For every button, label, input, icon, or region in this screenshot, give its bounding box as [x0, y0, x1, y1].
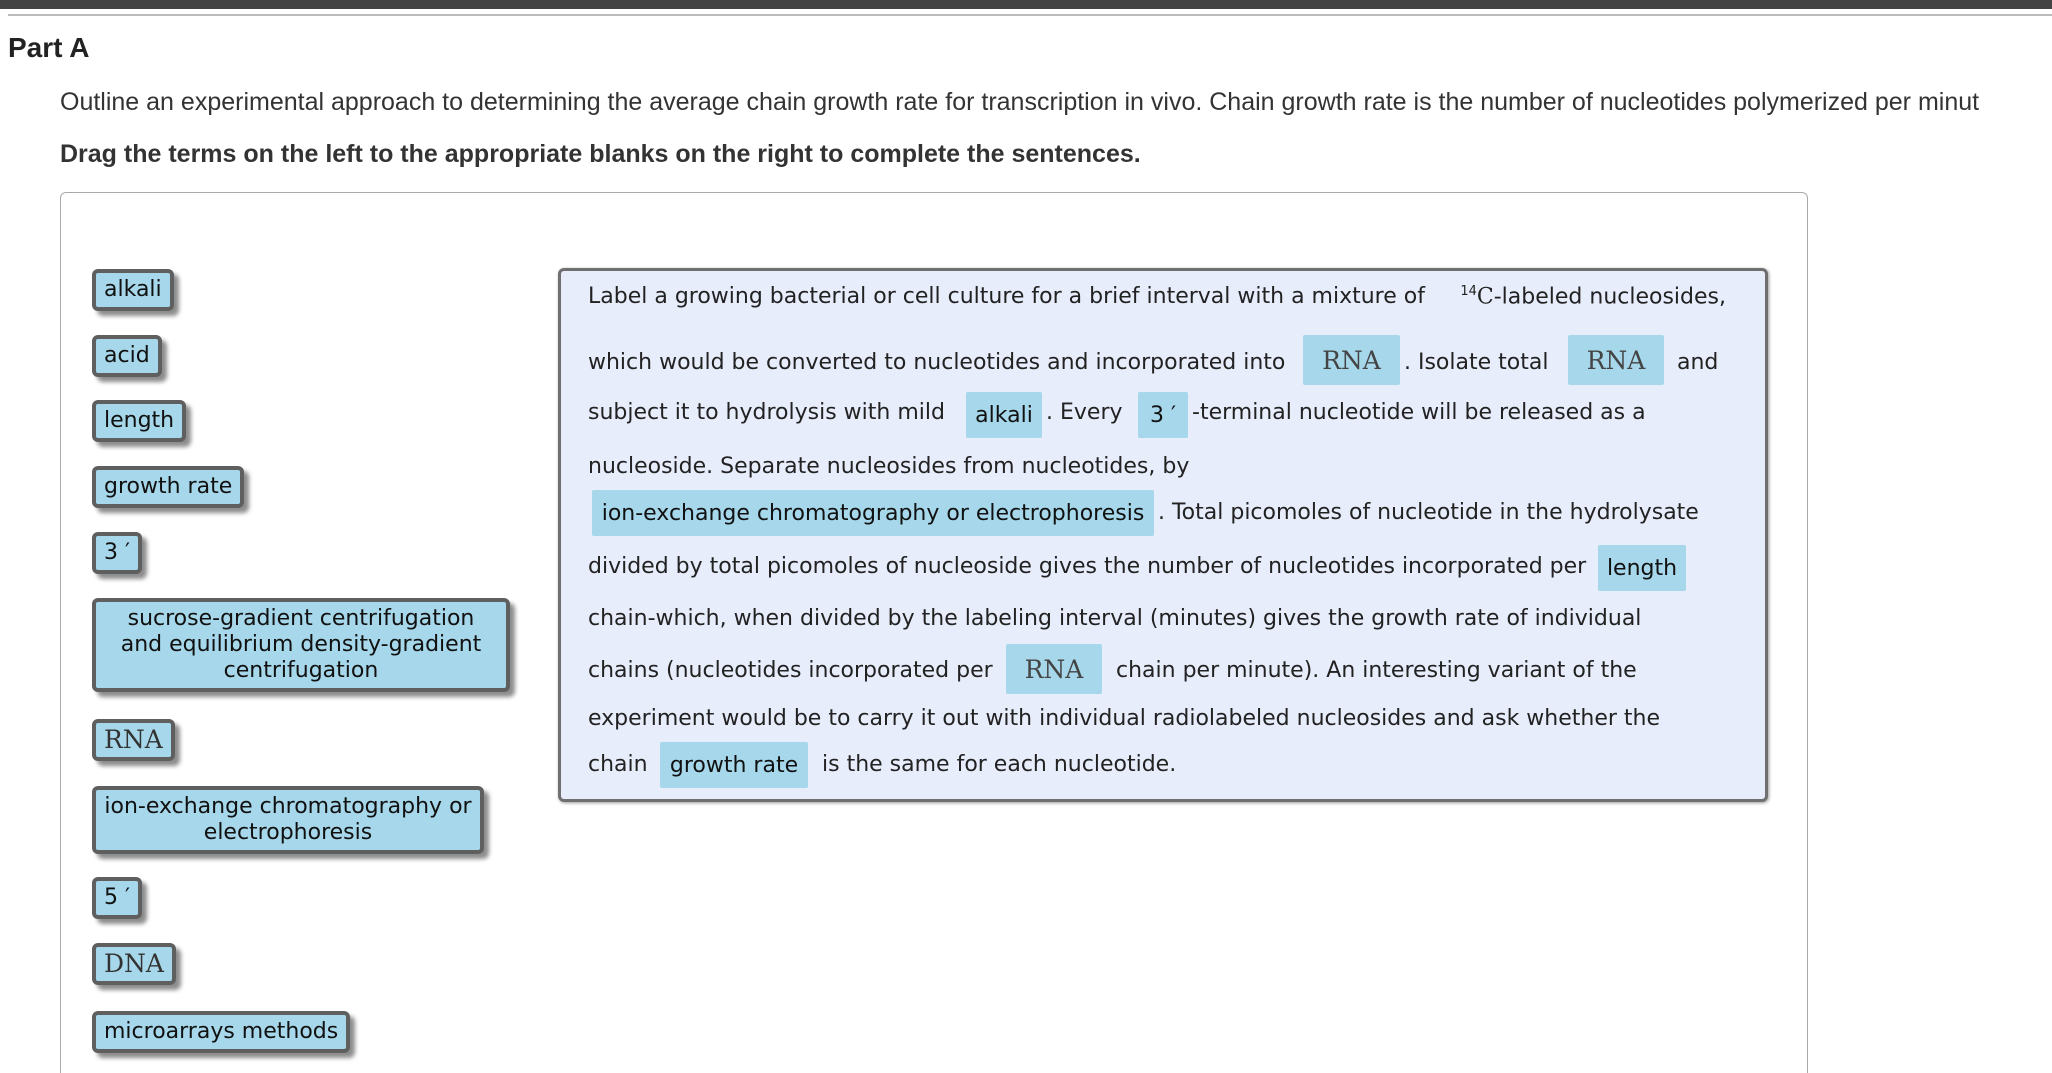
term-growth-rate[interactable]: growth rate [92, 466, 244, 508]
passage-text: Label a growing bacterial or cell culture for a brief interval with a mixture of [588, 284, 1425, 310]
passage-text: nucleoside. Separate nucleosides from nucleotides, by [588, 454, 1190, 479]
passage-text: . Isolate total [1404, 350, 1549, 375]
passage-text: chains (nucleotides incorporated per [588, 658, 993, 683]
question-prompt: Outline an experimental approach to determining the average chain growth rate for transcription in vivo. Chain growth rate is the number of nucleotides polymerized per minut [60, 88, 1980, 116]
blank-6-length[interactable]: length [1598, 545, 1686, 591]
blank-5-ion-exchange[interactable]: ion-exchange chromatography or electrophoresis [592, 490, 1154, 536]
term-length[interactable]: length [92, 400, 186, 442]
passage-text: is the same for each nucleotide. [822, 752, 1177, 777]
term-microarrays-methods[interactable]: microarrays methods [92, 1011, 350, 1053]
passage-text: subject it to hydrolysis with mild [588, 400, 945, 425]
passage-text: chain [588, 752, 648, 777]
blank-8-growth-rate[interactable]: growth rate [660, 742, 808, 788]
term-alkali[interactable]: alkali [92, 269, 174, 311]
isotope-mass: 14 [1460, 284, 1477, 299]
term-ion-exchange-chromatography[interactable]: ion-exchange chromatography or electrophoresis [92, 786, 484, 854]
blank-2-rna[interactable]: RNA [1568, 335, 1664, 385]
passage-text: . Every [1046, 400, 1123, 425]
term-3-prime[interactable]: 3 ′ [92, 532, 142, 574]
passage-text: experiment would be to carry it out with individual radiolabeled nucleosides and ask whether the [588, 706, 1661, 731]
passage-text: chain-which, when divided by the labeling interval (minutes) gives the growth rate of individual [588, 606, 1642, 631]
top-border [0, 0, 2052, 9]
term-acid[interactable]: acid [92, 335, 162, 377]
passage-text: divided by total picomoles of nucleoside gives the number of nucleotides incorporated per [588, 554, 1587, 579]
blank-1-rna[interactable]: RNA [1303, 335, 1400, 385]
blank-7-rna[interactable]: RNA [1006, 644, 1102, 694]
term-dna[interactable]: DNA [92, 943, 176, 985]
top-divider [8, 14, 2052, 16]
term-sucrose-gradient-centrifugation[interactable]: sucrose-gradient centrifugation and equilibrium density-gradient centrifugation [92, 598, 510, 692]
passage-text: -labeled nucleosides, [1493, 284, 1726, 310]
instruction: Drag the terms on the left to the appropriate blanks on the right to complete the sentences. [60, 140, 1141, 168]
passage-text: chain per minute). An interesting variant of the [1116, 658, 1637, 683]
part-title: Part A [8, 32, 90, 63]
term-rna[interactable]: RNA [92, 719, 175, 761]
passage-text: . Total picomoles of nucleotide in the hydrolysate [1158, 500, 1699, 525]
isotope-symbol: C [1476, 284, 1494, 310]
passage-text: and [1677, 350, 1719, 375]
term-5-prime[interactable]: 5 ′ [92, 877, 142, 919]
blank-4-3-prime[interactable]: 3 ′ [1138, 392, 1188, 438]
passage-text: -terminal nucleotide will be released as a [1192, 400, 1646, 425]
blank-3-alkali[interactable]: alkali [966, 392, 1042, 438]
passage-text: which would be converted to nucleotides and incorporated into [588, 350, 1286, 375]
passage-text [1460, 284, 1726, 309]
passage-line-1 [588, 284, 1726, 309]
